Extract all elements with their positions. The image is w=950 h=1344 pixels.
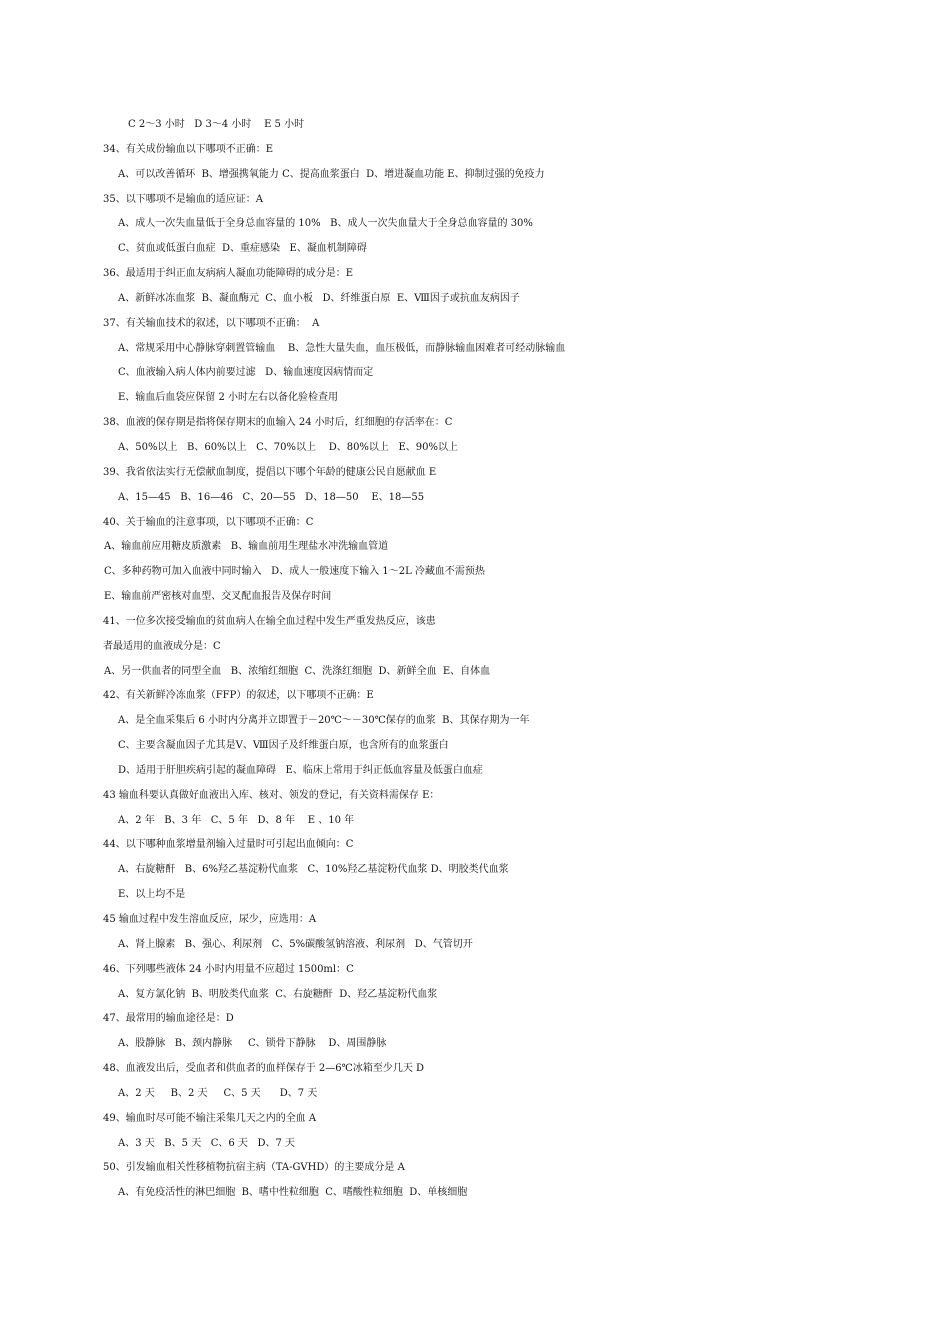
text-line: 35、以下哪项不是输血的适应证：A: [103, 193, 263, 205]
text-line: 48、血液发出后，受血者和供血者的血样保存于 2—6℃冰箱至少几天 D: [103, 1063, 425, 1075]
text-line: 39、我省依法实行无偿献血制度，提倡以下哪个年龄的健康公民自愿献血 E: [103, 466, 437, 478]
text-line: 38、血液的保存期是指将保存期末的血输入 24 小时后，红细胞的存活率在：C: [103, 417, 453, 429]
text-line: 37、有关输血技术的叙述，以下哪项不正确： A: [103, 317, 320, 329]
text-line: A、3 天 B、5 天 C、6 天 D、7 天: [118, 1137, 296, 1149]
text-line: 47、最常用的输血途径是：D: [103, 1013, 234, 1025]
text-line: D、适用于肝胆疾病引起的凝血障碍 E、临床上常用于纠正低血容量及低蛋白血症: [118, 764, 483, 776]
text-line: A、15—45 B、16—46 C、20—55 D、18—50 E、18—55: [118, 491, 425, 503]
text-line: 者最适用的血液成分是：C: [103, 640, 221, 652]
text-line: C、贫血或低蛋白血症 D、重症感染 E、凝血机制障碍: [118, 243, 367, 255]
text-line: 46、下列哪些液体 24 小时内用量不应超过 1500ml：C: [103, 963, 354, 975]
text-line: A、输血前应用糖皮质激素 B、输血前用生理盐水冲洗输血管道: [104, 541, 389, 553]
text-line: E、以上均不是: [118, 889, 186, 901]
text-line: A、2 年 B、3 年 C、5 年 D、8 年 E 、10 年: [118, 814, 355, 826]
text-line: 49、输血时尽可能不输注采集几天之内的全血 A: [103, 1112, 317, 1124]
text-line: 34、有关成份输血以下哪项不正确：E: [103, 143, 274, 155]
text-line: E、输血前严密核对血型、交叉配血报告及保存时间: [104, 591, 332, 603]
text-line: A、肾上腺素 B、强心、利尿剂 C、5%碳酸氢钠溶液、利尿剂 D、气管切开: [118, 938, 473, 950]
text-line: A、可以改善循环 B、增强携氧能力 C、提高血浆蛋白 D、增进凝血功能 E、抑制过强的免疫力: [118, 168, 545, 180]
text-line: E、输血后血袋应保留 2 小时左右以备化验检查用: [118, 392, 339, 404]
text-line: A、2 天 B、2 天 C、5 天 D、7 天: [118, 1087, 318, 1099]
text-line: 40、关于输血的注意事项，以下哪项不正确：C: [103, 516, 314, 528]
text-line: A、有免疫活性的淋巴细胞 B、嗜中性粒细胞 C、嗜酸性粒细胞 D、单核细胞: [118, 1187, 468, 1199]
text-line: 50、引发输血相关性移植物抗宿主病（TA-GVHD）的主要成分是 A: [103, 1162, 405, 1174]
text-line: A、是全血采集后 6 小时内分离并立即置于－20℃～－30℃保存的血浆 B、其保存期为一年: [118, 715, 530, 727]
text-line: 44、以下哪种血浆增量剂输入过量时可引起出血倾向：C: [103, 839, 354, 851]
text-line: A、股静脉 B、颈内静脉 C、锁骨下静脉 D、周围静脉: [118, 1038, 387, 1050]
text-line: A、新鲜冰冻血浆 B、凝血酶元 C、血小板 D、纤维蛋白原 E、Ⅷ因子或抗血友病因子: [118, 292, 520, 304]
text-line: 43 输血科要认真做好血液出入库、核对、领发的登记，有关资料需保存 E：: [103, 789, 440, 801]
text-line: A、50%以上 B、60%以上 C、70%以上 D、80%以上 E、90%以上: [118, 441, 458, 453]
question-text-block: [0, 113, 950, 1206]
text-line: A、复方氯化钠 B、明胶类代血浆 C、右旋糖酐 D、羟乙基淀粉代血浆: [118, 988, 438, 1000]
text-line: A、右旋糖酐 B、6%羟乙基淀粉代血浆 C、10%羟乙基淀粉代血浆 D、明胶类代血浆: [118, 864, 509, 876]
text-line: 41、一位多次接受输血的贫血病人在输全血过程中发生严重发热反应，该患: [103, 615, 436, 627]
text-line: C 2～3 小时 D 3～4 小时 E 5 小时: [128, 119, 305, 130]
text-line: A、成人一次失血量低于全身总血容量的 10% B、成人一次失血量大于全身总血容量的 30%: [118, 218, 533, 230]
text-line: 42、有关新鲜冷冻血浆（FFP）的叙述，以下哪项不正确：E: [103, 690, 374, 702]
text-line: C、血液输入病人体内前要过滤 D、输血速度因病情而定: [118, 367, 374, 379]
text-line: A、常规采用中心静脉穿刺置管输血 B、急性大量失血，血压极低，而静脉输血困难者可经动脉输血: [118, 342, 566, 354]
text-line: 36、最适用于纠正血友病病人凝血功能障碍的成分是：E: [103, 268, 354, 280]
text-line: C、多种药物可加入血液中同时输入 D、成人一般速度下输入 1～2L 冷藏血不需预热: [104, 566, 485, 578]
text-line: 45 输血过程中发生溶血反应，尿少，应选用：A: [103, 914, 317, 925]
text-line: C、主要含凝血因子尤其是Ⅴ、Ⅷ因子及纤维蛋白原，也含所有的血浆蛋白: [118, 740, 449, 752]
text-line: A、另一供血者的同型全血 B、浓缩红细胞 C、洗涤红细胞 D、新鲜全血 E、自体血: [104, 665, 491, 677]
